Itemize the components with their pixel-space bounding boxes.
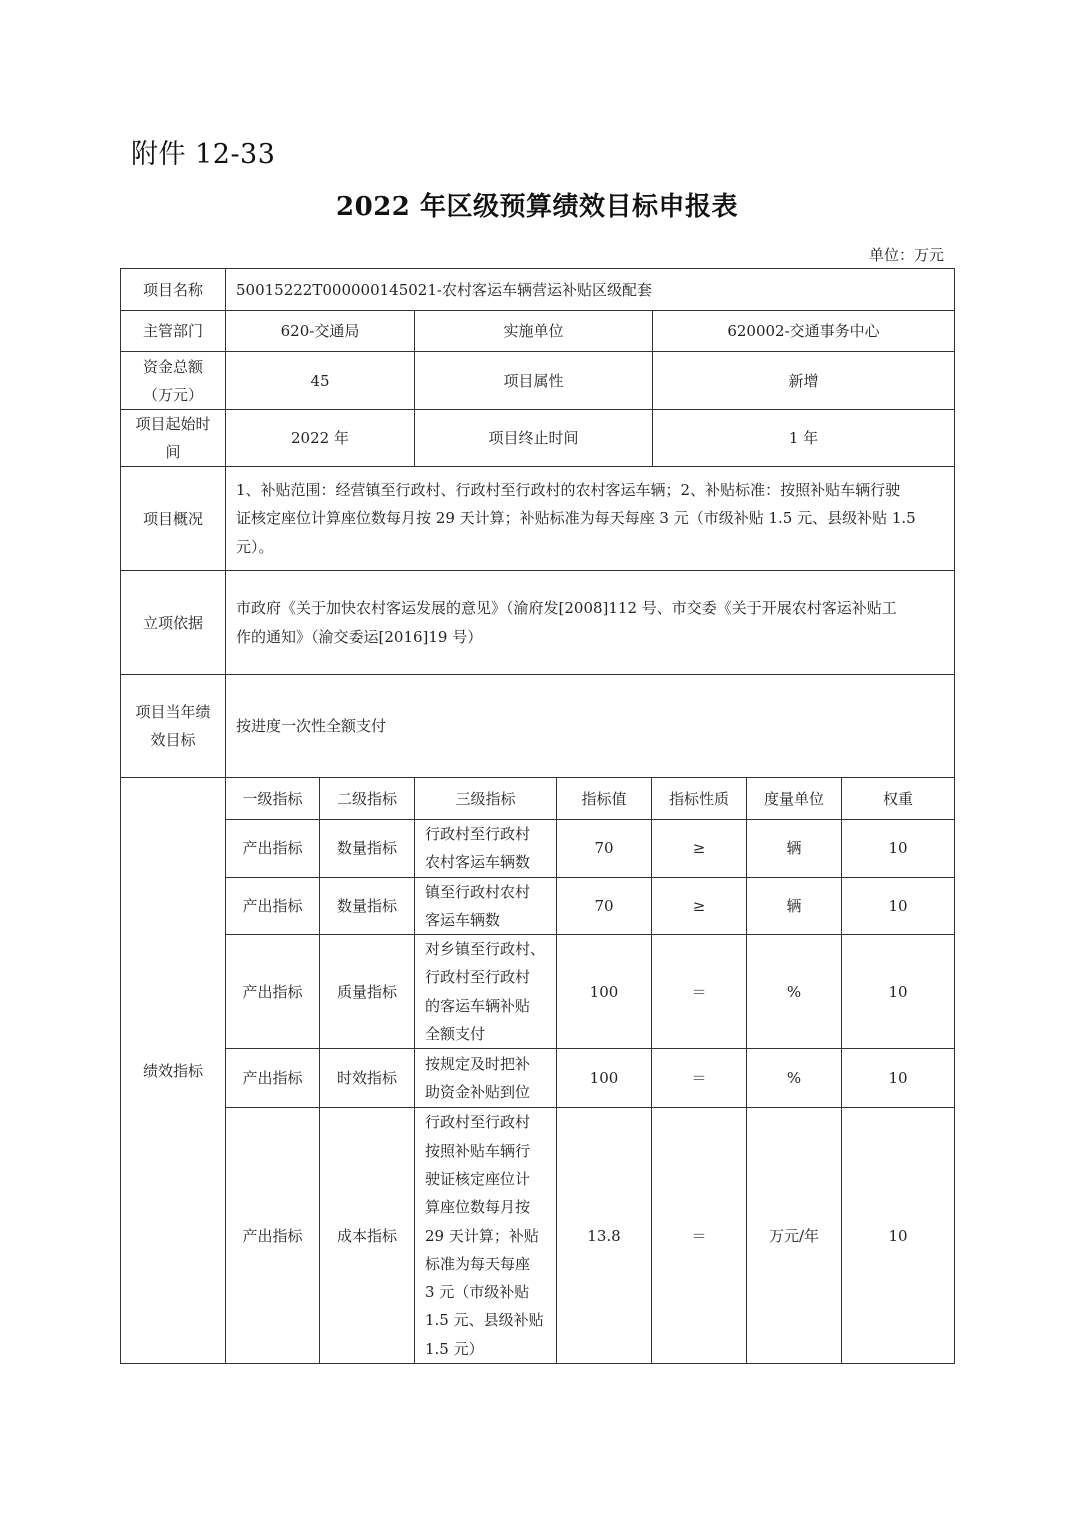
weight-cell: 10: [842, 877, 955, 935]
dept-label: 主管部门: [121, 311, 226, 352]
unit-cell: %: [747, 935, 842, 1049]
project-info-table: [120, 268, 955, 778]
row-period: [121, 410, 955, 467]
attachment-label: 附件 12-33: [131, 139, 276, 170]
unit-label: 单位：万元: [868, 246, 944, 264]
header-level3: 三级指标: [415, 778, 557, 820]
row-overview: [121, 467, 955, 571]
indicators-header-row: [121, 778, 955, 820]
indicators-table: [120, 777, 955, 1364]
header-nature: 指标性质: [652, 778, 747, 820]
unit-cell: 万元/年: [747, 1108, 842, 1364]
fund-value: 45: [226, 352, 415, 410]
goal-label-line-1: 项目当年绩: [135, 703, 211, 721]
end-label: 项目终止时间: [415, 410, 653, 467]
level3-line: 算座位数每月按: [425, 1198, 531, 1217]
goal-label-line-2: 效目标: [150, 731, 196, 749]
nature-cell: ＝: [652, 1049, 747, 1108]
value-cell: 100: [557, 1049, 652, 1108]
level1-cell: 产出指标: [226, 1049, 320, 1108]
table-row: [121, 935, 955, 1049]
level3-cell: [415, 1049, 557, 1108]
level2-cell: 成本指标: [320, 1108, 415, 1364]
start-value: 2022 年: [226, 410, 415, 467]
impl-value: 620002-交通事务中心: [653, 311, 955, 352]
overview-label: 项目概况: [121, 467, 226, 571]
nature-cell: ＝: [652, 935, 747, 1049]
fund-label: [121, 352, 226, 410]
level3-line: 3 元（市级补贴: [425, 1283, 530, 1302]
table-row: [121, 1049, 955, 1108]
value-cell: 13.8: [557, 1108, 652, 1364]
level3-line: 的客运车辆补贴: [425, 996, 531, 1015]
start-label-line-2: 间: [165, 443, 181, 461]
level3-cell: [415, 935, 557, 1049]
indicators-section-label: 绩效指标: [121, 778, 226, 1364]
header-level2: 二级指标: [320, 778, 415, 820]
goal-label: [121, 675, 226, 778]
row-department: [121, 311, 955, 352]
attr-label: 项目属性: [415, 352, 653, 410]
value-cell: 70: [557, 820, 652, 878]
level3-line: 1.5 元）: [425, 1339, 484, 1358]
value-cell: 100: [557, 935, 652, 1049]
row-goal: [121, 675, 955, 778]
fund-label-line-2: （万元）: [142, 385, 203, 404]
goal-value: 按进度一次性全额支付: [226, 675, 955, 778]
unit-cell: 辆: [747, 877, 842, 935]
table-row: [121, 1108, 955, 1364]
overview-value: [226, 467, 955, 571]
level2-cell: 数量指标: [320, 820, 415, 878]
overview-line: 证核定座位计算座位数每月按 29 天计算；补贴标准为每天每座 3 元（市级补贴 1.5 元、县级补贴 1.5: [236, 509, 916, 528]
level3-line: 全额支付: [425, 1025, 486, 1044]
weight-cell: 10: [842, 935, 955, 1049]
overview-line: 1、补贴范围：经营镇至行政村、行政村至行政村的农村客运车辆；2、补贴标准：按照补贴车辆行驶: [236, 480, 901, 499]
end-value: 1 年: [653, 410, 955, 467]
dept-value: 620-交通局: [226, 311, 415, 352]
row-funds: [121, 352, 955, 410]
impl-label: 实施单位: [415, 311, 653, 352]
project-name-value: 50015222T000000145021-农村客运车辆营运补贴区级配套: [226, 269, 955, 311]
basis-label: 立项依据: [121, 571, 226, 675]
level3-line: 按照补贴车辆行: [425, 1141, 531, 1160]
nature-cell: ≥: [652, 877, 747, 935]
level3-cell: [415, 820, 557, 878]
level3-cell: [415, 1108, 557, 1364]
level3-line: 标准为每天每座: [425, 1254, 531, 1273]
level3-line: 行政村至行政村: [425, 968, 531, 987]
basis-line: 市政府《关于加快农村客运发展的意见》（渝府发[2008]112 号、市交委《关于开展农村客运补贴工: [236, 598, 897, 617]
overview-line: 元）。: [236, 537, 274, 556]
weight-cell: 10: [842, 1108, 955, 1364]
header-value: 指标值: [557, 778, 652, 820]
level3-line: 对乡镇至行政村、: [425, 940, 546, 959]
header-weight: 权重: [842, 778, 955, 820]
level3-line: 镇至行政村农村: [425, 882, 531, 901]
header-level1: 一级指标: [226, 778, 320, 820]
basis-line: 作的通知》（渝交委运[2016]19 号）: [236, 627, 483, 646]
level3-line: 助资金补贴到位: [425, 1083, 531, 1102]
attr-value: 新增: [653, 352, 955, 410]
weight-cell: 10: [842, 1049, 955, 1108]
table-row: [121, 820, 955, 878]
level1-cell: 产出指标: [226, 820, 320, 878]
level3-line: 农村客运车辆数: [425, 853, 531, 872]
level2-cell: 数量指标: [320, 877, 415, 935]
basis-value: [226, 571, 955, 675]
row-project-name: [121, 269, 955, 311]
weight-cell: 10: [842, 820, 955, 878]
unit-cell: 辆: [747, 820, 842, 878]
table-row: [121, 877, 955, 935]
level3-line: 驶证核定座位计: [425, 1169, 531, 1188]
start-label: [121, 410, 226, 467]
row-basis: [121, 571, 955, 675]
nature-cell: ≥: [652, 820, 747, 878]
level2-cell: 质量指标: [320, 935, 415, 1049]
page-title: 2022 年区级预算绩效目标申报表: [336, 192, 738, 222]
level2-cell: 时效指标: [320, 1049, 415, 1108]
level1-cell: 产出指标: [226, 935, 320, 1049]
level3-line: 按规定及时把补: [425, 1055, 531, 1074]
nature-cell: ＝: [652, 1108, 747, 1364]
level1-cell: 产出指标: [226, 877, 320, 935]
fund-label-line-1: 资金总额: [142, 357, 203, 376]
level3-line: 客运车辆数: [425, 910, 501, 929]
value-cell: 70: [557, 877, 652, 935]
level3-line: 29 天计算；补贴: [425, 1226, 539, 1245]
level3-line: 行政村至行政村: [425, 1113, 531, 1132]
unit-cell: %: [747, 1049, 842, 1108]
project-name-label: 项目名称: [121, 269, 226, 311]
level3-line: 1.5 元、县级补贴: [425, 1311, 544, 1330]
level3-cell: [415, 877, 557, 935]
level3-line: 行政村至行政村: [425, 825, 531, 843]
start-label-line-1: 项目起始时: [135, 415, 211, 433]
header-unit: 度量单位: [747, 778, 842, 820]
level1-cell: 产出指标: [226, 1108, 320, 1364]
